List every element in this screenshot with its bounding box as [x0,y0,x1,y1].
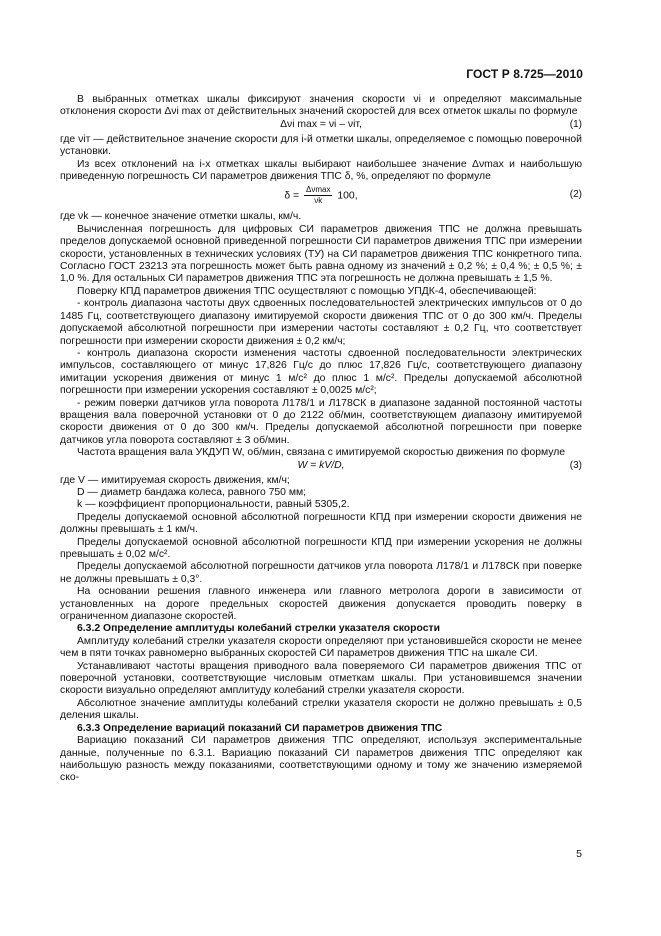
paragraph: Абсолютное значение амплитуды колебаний стрелки указателя скорости не должно превышать ± 0,5 деления шкалы. [60,697,582,722]
fraction-numerator: Δνmax [306,185,331,195]
equation-3 [60,460,582,475]
equation-expression: Δνi max = νi – νiт, [280,118,362,130]
equation-expression: W = kV/D, [297,459,345,471]
paragraph: Из всех отклонений на i-х отметках шкалы выбирают наибольшее значение Δνmax и наибольшую приведенную погрешность СИ параметров движения ТПС δ, %, определяют по формуле [60,158,582,183]
fraction-denominator: νk [314,196,323,206]
paragraph: Пределы допускаемой основной абсолютной погрешности КПД при измерении ускорения не должны превышать ± 0,02 м/с². [60,536,582,560]
section-heading: 6.3.3 Определение вариаций показаний СИ параметров движения ТПС [77,722,443,734]
list-item: - контроль диапазона частоты двух сдвоенных последовательностей электрических импульсов от 0 до 1485 Гц, соответствующего диапазону имитируемой скорости движения ТПС от 0 до 300 км/ч. Пределы допускаемой абсолютной погрешности при измерении частоты составляют ± 0,2 Гц, что соответствует погрешности при измерении скорости движения ± 0,2 км/ч; [60,298,582,347]
list-item: - контроль диапазона скорости изменения частоты сдвоенной последовательности электрических импульсов, составляющего от минус 17,826 Гц/с до плюс 17,826 Гц/с, соответствующего диапазону имитации ускорения движения от минус 1 м/с² до плюс 1 м/с². Пределы допускаемой абсолютной погрешности при измерении ускорения составляют ± 0,0025 м/с²; [60,347,582,397]
paragraph: Вычисленная погрешность для цифровых СИ параметров движения ТПС не должна превышать пределов допускаемой основной приведенной погрешности СИ параметров движения ТПС при измерении скорости, установленных в технических условиях (ТУ) на СИ параметров движения ТПС конкретного типа. Согласно ГОСТ 23213 эта погрешность может быть равна одному из значений ± 0,2 %; ± 0,4 %; ± 0,5 %; ± 1,0 %. Для остальных СИ параметров движения ТПС эта погрешность не должна превышать ± 1,5 %. [60,223,582,285]
paragraph: Пределы допускаемой абсолютной погрешности датчиков угла поворота Л178/1 и Л178СК при поверке не должны превышать ± 0,3°. [60,561,582,585]
body-text [60,94,582,785]
equation-rhs: 100, [337,190,358,202]
paragraph: Амплитуду колебаний стрелки указателя скорости определяют при установившейся скорости не менее чем в пяти точках равномерно выбранных скоростей СИ параметров движения ТПС на шкале СИ. [60,635,582,660]
equation-number: (3) [569,459,582,471]
equation-number: (2) [569,189,582,201]
paragraph: На основании решения главного инженера или главного метролога дороги в зависимости от установленных на дороге предельных скоростей движения допускается проводить поверку в ограниченном диапазоне скоростей. [60,586,582,623]
paragraph: В выбранных отметках шкалы фиксируют значения скорости νi и определяют максимальные отклонения скорости Δνi max от действительных значений скоростей для всех отметок шкалы по формуле [60,94,582,118]
paragraph: где νiт — действительное значение скорости для i-й отметки шкалы, определяемое с помощью поверочной установки. [60,133,582,158]
paragraph: Устанавливают частоты вращения приводного вала поверяемого СИ параметров движения ТПС от поверочной установки, соответствующие числовым отметкам шкалы. При установившемся значении скорости визуально определяют амплитуду колебаний стрелки указателя скорости. [60,660,582,697]
list-item: - режим поверки датчиков угла поворота Л178/1 и Л178СК в диапазоне заданной постоянной частоты вращения вала поверочной установки от 0 до 2122 об/мин, соответствующем диапазону имитируемой скорости движения от 0 до 300 км/ч. Пределы допускаемой абсолютной погрешности при поверке датчиков угла поворота составляют ± 3 об/мин. [60,397,582,446]
page-number: 5 [576,848,582,860]
section-heading: 6.3.2 Определение амплитуды колебаний стрелки указателя скорости [77,623,440,635]
paragraph: где νk — конечное значение отметки шкалы, км/ч. [60,211,302,223]
definition-item: k — коэффициент пропорциональности, равный 5305,2. [77,499,350,511]
paragraph: Частота вращения вала УКДУП W, об/мин, связана с имитируемой скоростью движения по формуле [77,447,566,459]
equation-2 [60,183,582,211]
paragraph: Пределы допускаемой основной абсолютной погрешности КПД при измерении скорости движения не должны превышать ± 1 км/ч. [60,511,582,536]
definition-item: где V — имитируемая скорость движения, км/ч; [60,474,290,486]
equation-lhs: δ = [284,190,300,202]
fraction [304,185,332,206]
paragraph: Вариацию показаний СИ параметров движения ТПС определяют, используя экспериментальные данные, полученные по 6.3.1. Вариацию показаний СИ параметров движения ТПС определяют как наибольшую разность между показаниями, соответствующими одному и тому же значению измеряемой ско- [60,735,582,784]
paragraph: Поверку КПД параметров движения ТПС осуществляют с помощью УПДК-4, обеспечивающей: [77,285,537,297]
definition-item: D — диаметр бандажа колеса, равного 750 мм; [77,486,307,498]
document-header: ГОСТ Р 8.725—2010 [466,67,583,81]
equation-number: (1) [569,118,582,130]
equation-1 [60,119,582,134]
